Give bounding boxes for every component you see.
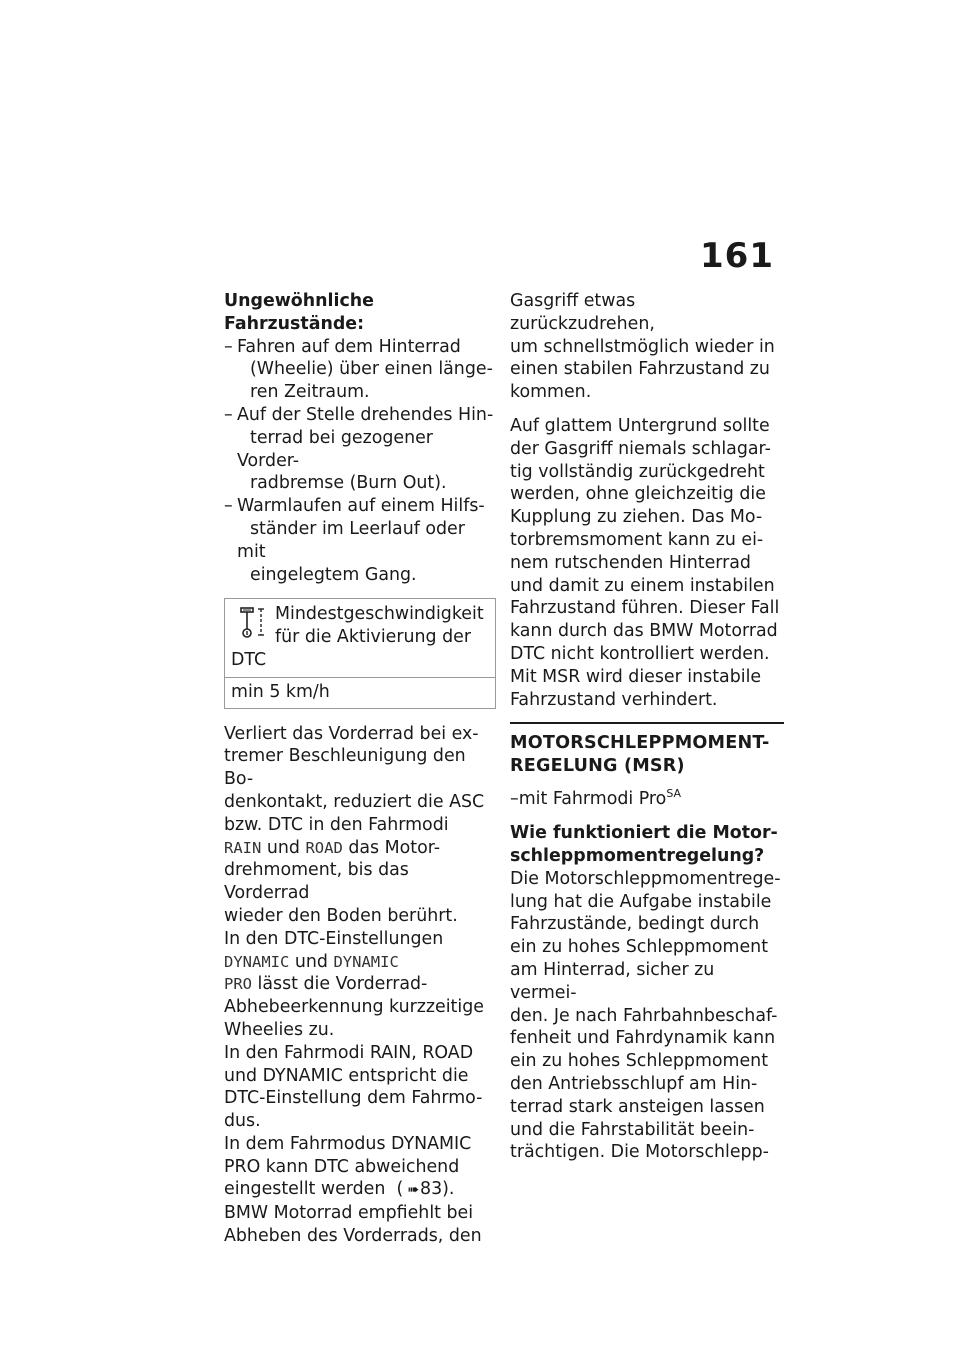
paragraph-throttle: Gasgriff etwas zurückzudrehen, um schnellstmöglich wieder in einen stabilen Fahrzustand zu kommen. [510, 291, 775, 403]
section-heading-msr: MOTORSCHLEPPMOMENT- REGELUNG (MSR) [510, 733, 770, 777]
speedometer-gauge-icon [233, 605, 269, 641]
paragraph-dynamic-pro: In dem Fahrmodus DYNAMIC PRO kann DTC abweichend eingestellt werden ( ➠83). [224, 1133, 496, 1202]
unusual-states-list [224, 336, 496, 587]
mode-dynamic: DYNAMIC [224, 952, 290, 971]
paragraph-dtc-settings: In den DTC-Einstellungen DYNAMIC und DYNAMIC PRO lässt die Vorderrad- Abhebeerkennung kurzzeitige Wheelies zu. [224, 928, 484, 1040]
list-item: – Fahren auf dem Hinterrad (Wheelie) über einen länge- ren Zeitraum. [224, 336, 493, 403]
paragraph-msr-description: Die Motorschleppmomentrege- lung hat die Aufgabe instabile Fahrzustände, bedingt durch ein zu hohes Schleppmoment am Hinterrad, sicher zu vermei- den. Je nach Fahrbahnbeschaf- fenheit und Fahrdynamik kann ein zu hohes Schleppmoment den Antriebsschlupf am Hin- terrad stark ansteigen lassen und die Fahrstabilität beein- trächtigen. Die Motorschlepp- [510, 868, 781, 1163]
paragraph-drive-modes: In den Fahrmodi RAIN, ROAD und DYNAMIC entspricht die DTC-Einstellung dem Fahrmo- dus. [224, 1042, 483, 1132]
mode-road: ROAD [305, 838, 343, 857]
mode-rain: RAIN [224, 838, 262, 857]
arrow-right-icon[interactable]: ➠ [407, 1182, 420, 1199]
paragraph-asc-dtc: Verliert das Vorderrad bei ex- tremer Beschleunigung den Bo- denkontakt, reduziert die ASC bzw. DTC in den Fahrmodi RAIN und ROAD das Motor- drehmoment, bis das Vorderrad wieder den Boden berührt. [224, 723, 485, 926]
section-divider [510, 722, 784, 724]
page-reference-link[interactable]: 83). [420, 1179, 455, 1200]
mode-dynamic-pro: DYNAMIC [333, 952, 399, 971]
special-equipment-badge: SA [666, 787, 682, 801]
list-item: – Warmlaufen auf einem Hilfs- ständer im Leerlauf oder mit eingelegtem Gang. [224, 496, 485, 585]
infobox-header: Mindestgeschwindigkeit für die Aktivierung der DTC [225, 599, 495, 677]
paragraph-recommendation: BMW Motorrad empfiehlt bei Abheben des Vorderrads, den [224, 1203, 482, 1247]
paragraph-slippery-surface: Auf glattem Untergrund sollte der Gasgriff niemals schlagar- tig vollständig zurückgedreht werden, ohne gleichzeitig die Kupplung zu ziehen. Das Mo- torbremsmoment kann zu ei- nem rutschenden Hinterrad und damit zu einem instabilen Fahrzustand führen. Dieser Fall kann durch das BMW Motorrad DTC nicht kontrolliert werden. Mit MSR wird dieser instabile Fahrzustand verhindert. [510, 415, 780, 710]
min-speed-infobox [224, 598, 496, 708]
min-speed-value: min 5 km/h [231, 681, 330, 702]
sub-heading-how-it-works: Wie funktioniert die Motor- schleppmomentregelung? [510, 823, 778, 866]
right-column [510, 290, 784, 1164]
page-number: 161 [700, 236, 774, 276]
option-note: –mit Fahrmodi Pro$^{SA}$ [510, 787, 682, 810]
unusual-states-heading: Ungewöhnliche Fahrzustände: [224, 291, 374, 334]
list-item: – Auf der Stelle drehendes Hin- terrad bei gezogener Vorder- radbremse (Burn Out). [224, 404, 494, 494]
left-column [224, 290, 496, 1248]
